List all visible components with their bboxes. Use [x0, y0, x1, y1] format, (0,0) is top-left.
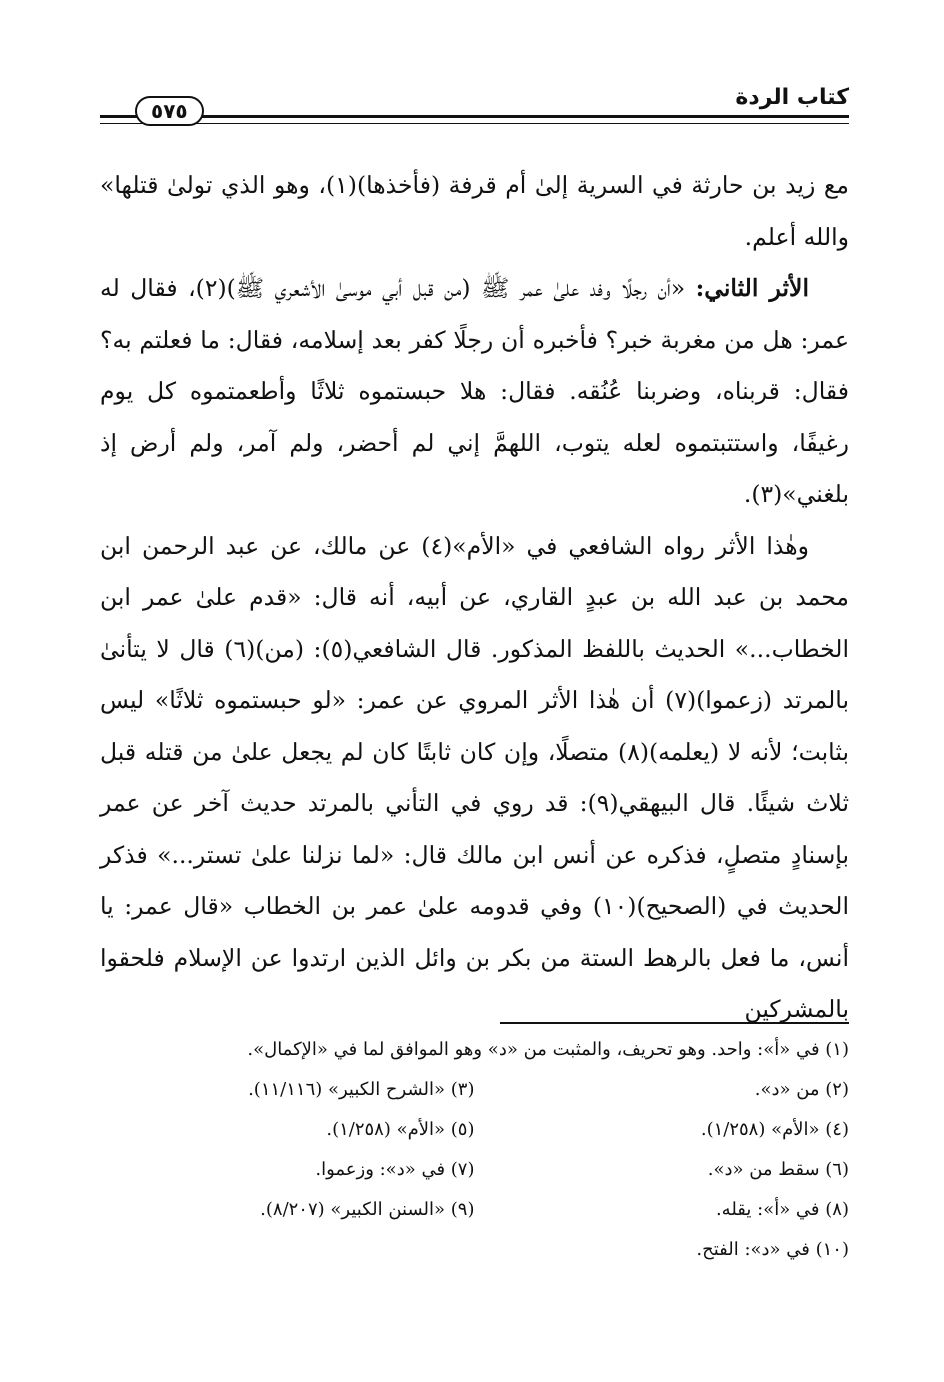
footnote: (٨) في «أ»: يقله. [715, 1199, 849, 1220]
footnote: (٥) «الأم» (١/٢٥٨). [326, 1119, 475, 1140]
footnote: (٣) «الشرح الكبير» (١١/١١٦). [248, 1079, 475, 1100]
footnotes [100, 1030, 849, 1270]
paragraph-heading: الأثر الثاني: [695, 274, 809, 302]
running-title: كتاب الردة [735, 85, 849, 110]
footnote: (٢) من «د». [754, 1079, 849, 1100]
header-rule [100, 115, 849, 118]
page-header [100, 85, 849, 135]
paragraph-text: «أن رجلًا وفد علىٰ عمر ﷺ (من قبل أبي موسىٰ الأشعري ﷺ)(٢)، فقال له عمر: هل من مغربة خبر؟ فأخبره أن رجلًا كفر بعد إسلامه، فقال: ما فعلتم به؟ فقال: قربناه، وضربنا عُنُقه. فقال: هلا حبستموه ثلاثًا وأطعمتموه كل يوم رغيفًا، واستتبتموه لعله يتوب، اللهمَّ إني لم أحضر، ولم آمر، ولم أرض إذ بلغني»(٣). [100, 274, 849, 508]
header-rule-thin [100, 123, 849, 124]
paragraph [100, 263, 849, 521]
paragraph: مع زيد بن حارثة في السرية إلىٰ أم قرفة (فأخذها)(١)، وهو الذي تولىٰ قتلها» والله أعلم. [100, 171, 849, 251]
footnote: (٧) في «د»: وزعموا. [315, 1159, 475, 1180]
footnote: (١٠) في «د»: الفتح. [696, 1239, 849, 1260]
footnote: (١) في «أ»: واحد. وهو تحريف، والمثبت من «د» وهو الموافق لما في «الإكمال». [247, 1039, 849, 1060]
footnote: (٦) سقط من «د». [707, 1159, 849, 1180]
footnote-divider [500, 1022, 849, 1024]
page-number: ٥٧٥ [135, 96, 204, 126]
paragraph: وهٰذا الأثر رواه الشافعي في «الأم»(٤) عن مالك، عن عبد الرحمن ابن محمد بن عبد الله بن عبدٍ القاري، عن أبيه، أنه قال: «قدم علىٰ عمر ابن الخطاب...» الحديث باللفظ المذكور. قال الشافعي(٥): (من)(٦) قال لا يتأنىٰ بالمرتد (زعموا)(٧) أن هٰذا الأثر المروي عن عمر: «لو حبستموه ثلاثًا» ليس بثابت؛ لأنه لا (يعلمه)(٨) متصلًا، وإن كان ثابتًا كان لم يجعل علىٰ من قتله قبل ثلاث شيئًا. قال البيهقي(٩): قد روي في التأني بالمرتد حديث آخر عن عمر بإسنادٍ متصلٍ، فذكره عن أنس ابن مالك قال: «لما نزلنا علىٰ تستر...» فذكر الحديث في (الصحيح)(١٠) وفي قدومه علىٰ عمر بن الخطاب «قال عمر: يا أنس، ما فعل بالرهط الستة من بكر بن وائل الذين ارتدوا عن الإسلام فلحقوا بالمشركين [100, 531, 849, 1023]
footnote: (٤) «الأم» (١/٢٥٨). [700, 1119, 849, 1140]
main-text [100, 160, 849, 1036]
footnote: (٩) «السنن الكبير» (٨/٢٠٧). [260, 1199, 475, 1220]
